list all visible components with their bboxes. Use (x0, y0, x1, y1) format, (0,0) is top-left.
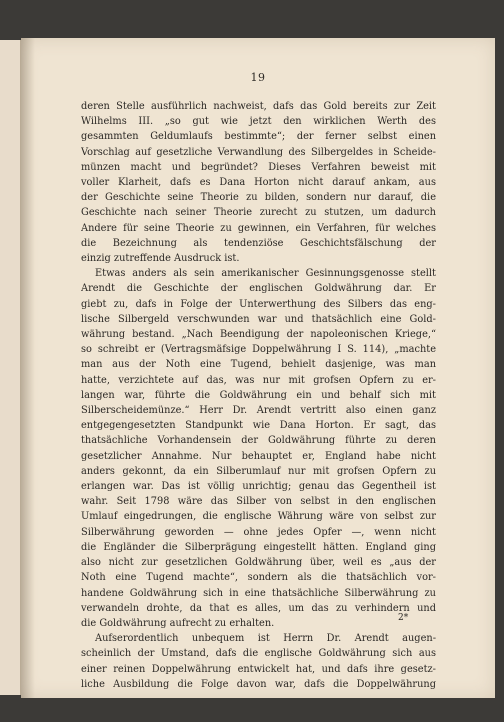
text-line: erlangen war. Das ist völlig unrichtig; genau das Gegentheil ist (81, 481, 436, 493)
text-line: thatsächliche Vorhandensein der Goldwährung führte zu deren (81, 435, 436, 447)
text-line: wahr. Seit 1798 wäre das Silber von selbst in den englischen (81, 496, 436, 508)
printer-signature-mark: 2* (398, 613, 409, 623)
text-line: die Engländer die Silberprägung eingestellt hätten. England ging (81, 541, 436, 553)
text-line: Wilhelms III. „so gut wie jetzt den wirklichen Werth des (81, 116, 436, 128)
text-line: verwandeln drohte, da that es alles, um das zu verhindern und (81, 602, 436, 614)
text-line: langen war, führte die Goldwährung ein und behalf sich mit (81, 389, 436, 401)
book-page (21, 38, 495, 698)
text-line: die Goldwährung aufrecht zu erhalten. (81, 617, 275, 629)
text-line: anders gekonnt, da ein Silberumlauf nur mit grofsen Opfern zu (81, 465, 436, 477)
text-line: also nicht zur gesetzlichen Goldwährung über, weil es „aus der (81, 557, 436, 569)
text-line: Vorschlag auf gesetzliche Verwandlung des Silbergeldes in Scheide- (81, 146, 436, 158)
text-line: man aus der Noth eine Tugend, behielt dasjenige, was man (81, 359, 436, 371)
text-line: die Bezeichnung als tendenziöse Geschichtsfälschung der (81, 237, 436, 249)
text-line: Noth eine Tugend machte“, sondern als die thatsächlich vor- (81, 572, 436, 584)
text-line: Geschichte nach seiner Theorie zurecht zu stutzen, um dadurch (81, 207, 436, 219)
text-line: münzen macht und begründet? Dieses Verfahren beweist mit (81, 161, 436, 173)
text-line: der Geschichte seine Theorie zu bilden, sondern nur darauf, die (81, 192, 436, 204)
text-line: Umlauf eingedrungen, die englische Währung wäre von selbst zur (81, 511, 436, 523)
text-line: deren Stelle ausführlich nachweist, dafs das Gold bereits zur Zeit (81, 101, 436, 112)
text-line: Andere für seine Theorie zu gewinnen, ein Verfahren, für welches (81, 222, 436, 234)
text-line: hatte, verzichtete auf das, was nur mit grofsen Opfern zu er- (81, 374, 436, 386)
text-line: liche Ausbildung die Folge davon war, dafs die Doppelwährung (81, 678, 436, 690)
text-line: gesammten Geldumlaufs bestimmte“; der ferner selbst einen (81, 131, 436, 143)
text-line: gesetzlicher Annahme. Nur behauptet er, England habe nicht (81, 450, 436, 462)
text-line: giebt zu, dafs in Folge der Unterwerthung des Silbers das eng- (81, 298, 436, 310)
page-number: 19 (250, 71, 266, 84)
text-line: einer reinen Doppelwährung entwickelt hat, und dafs ihre gesetz- (81, 663, 436, 675)
text-line: lische Silbergeld verschwunden war und thatsächlich eine Gold- (81, 313, 436, 325)
text-line: voller Klarheit, dafs es Dana Horton nicht darauf ankam, aus (81, 177, 436, 189)
text-line: Aufserordentlich unbequem ist Herrn Dr. Arendt augen- (95, 633, 436, 645)
text-line: Silberwährung geworden — ohne jedes Opfer —, wenn nicht (81, 526, 436, 538)
text-line: Silberscheidemünze.“ Herr Dr. Arendt vertritt also einen ganz (81, 405, 436, 417)
gutter-shadow (21, 38, 35, 698)
text-line: handene Goldwährung sich in eine thatsächliche Silberwährung zu (81, 587, 436, 599)
text-line: so schreibt er (Vertragsmäfsige Doppelwährung I S. 114), „machte (81, 344, 436, 356)
text-line: einzig zutreffende Ausdruck ist. (81, 253, 240, 265)
text-line: währung bestand. „Nach Beendigung der napoleonischen Kriege,“ (81, 329, 436, 341)
text-line: Arendt die Geschichte der englischen Goldwährung dar. Er (81, 283, 436, 295)
text-line: entgegengesetzten Standpunkt wie Dana Horton. Er sagt, das (81, 420, 436, 432)
body-text (81, 99, 436, 692)
facing-page-edge (0, 40, 21, 695)
text-line: scheinlich der Umstand, dafs die englische Goldwährung sich aus (81, 648, 436, 660)
text-line: Etwas anders als sein amerikanischer Gesinnungsgenosse stellt (95, 268, 436, 280)
